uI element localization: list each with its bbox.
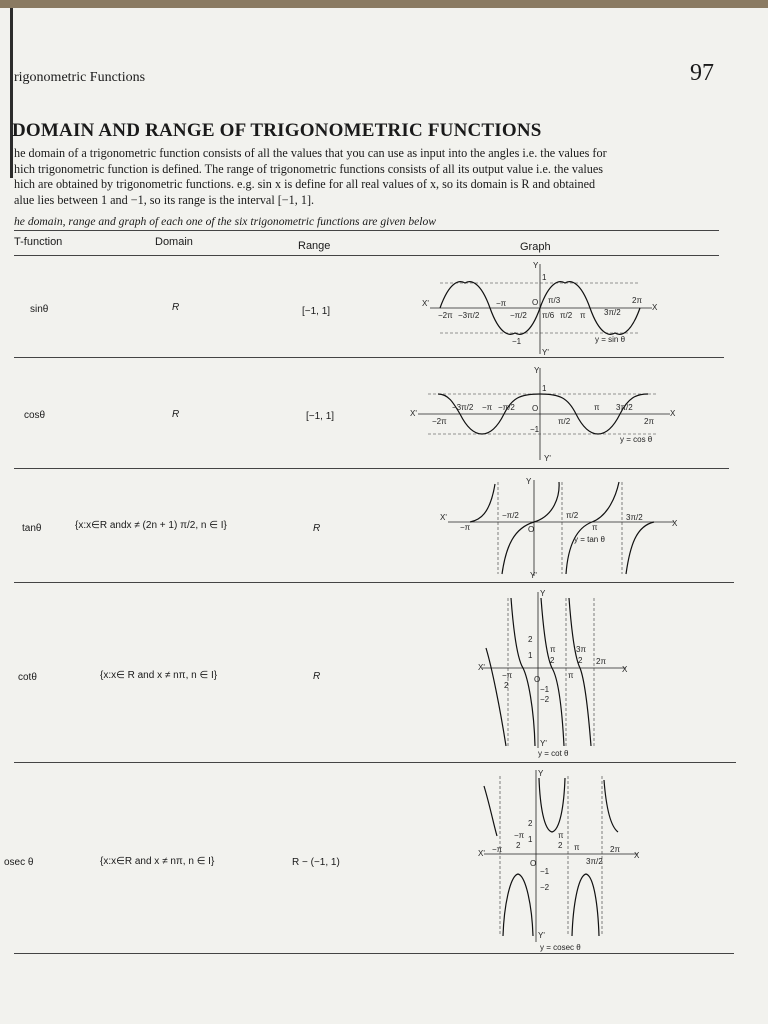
header-domain: Domain: [155, 236, 193, 248]
function-name: osec θ: [4, 857, 34, 868]
range-value: R: [313, 523, 321, 534]
paragraph-line: hich trigonometric function is defined. The range of trigonometric functions consists of all its output value i.e. the values: [14, 161, 604, 176]
domain-value: {x:x∈ R and x ≠ nπ, n ∈ I}: [100, 670, 218, 681]
row-divider: [14, 582, 734, 583]
asymptotes: [500, 776, 602, 936]
header-range: Range: [298, 240, 331, 252]
cosecant-graph: [478, 766, 648, 952]
paragraph-line: he domain of a trigonometric function consists of all the values that you can use as input into the angles i.e. the values for: [14, 146, 607, 160]
range-value: [−1, 1]: [302, 306, 331, 317]
tick-label: −3π/2: [458, 311, 480, 320]
function-name: tanθ: [22, 523, 42, 534]
label-minus-one: −1: [530, 425, 540, 434]
tick-label: 1: [528, 651, 533, 660]
origin-label: O: [528, 525, 535, 534]
equation-label: y = cot θ: [538, 749, 569, 758]
tick-label: π: [594, 403, 600, 412]
tick-label: −2: [540, 883, 550, 892]
tick-label: −π: [460, 523, 471, 532]
x-label: X: [634, 851, 640, 860]
y-label: Y: [534, 366, 540, 375]
domain-value: {x:x∈R and x ≠ nπ, n ∈ I}: [100, 856, 215, 867]
tick-label: 2π: [644, 417, 654, 426]
cosine-graph: [408, 364, 678, 464]
y-prime-label: Y': [544, 454, 551, 463]
cotangent-graph: [478, 588, 638, 760]
x-prime-label: X': [478, 849, 485, 858]
tick-label: 2: [550, 656, 555, 665]
section-title: DOMAIN AND RANGE OF TRIGONOMETRIC FUNCTIONS: [12, 120, 542, 141]
tick-label: 1: [528, 835, 533, 844]
tick-label: −π/2: [510, 311, 527, 320]
equation-label: y = cosec θ: [540, 943, 581, 952]
equation-label: y = sin θ: [595, 335, 626, 344]
tick-label: 3π: [576, 645, 586, 654]
running-head: rigonometric Functions: [14, 70, 146, 85]
tick-label: 2: [558, 841, 563, 850]
y-prime-label: Y': [530, 571, 537, 580]
equation-label: y = tan θ: [574, 535, 605, 544]
row-divider: [14, 953, 734, 954]
y-label: Y: [526, 477, 532, 486]
y-prime-label: Y': [542, 348, 549, 357]
tick-label: π/2: [566, 511, 579, 520]
function-name: cotθ: [18, 672, 37, 683]
tick-label: −π: [492, 845, 503, 854]
tick-label: −3π/2: [452, 403, 474, 412]
table-intro: he domain, range and graph of each one of the six trigonometric functions are given below: [14, 215, 437, 228]
table-rule-top: [14, 230, 719, 231]
tick-label: −1: [540, 867, 550, 876]
page-number: 97: [690, 60, 714, 86]
y-prime-label: Y': [538, 931, 545, 940]
tick-label: −2π: [438, 311, 453, 320]
table-rule-header: [14, 255, 719, 256]
tick-label: −2: [540, 695, 550, 704]
paragraph-line: hich are obtained by trigonometric functions. e.g. sin x is define for all real values of x, so its domain is R and obtained: [14, 177, 596, 191]
x-label: X: [652, 303, 658, 312]
domain-value: {x:x∈R andx ≠ (2n + 1) π/2, n ∈ I}: [75, 520, 227, 531]
tick-label: π: [592, 523, 598, 532]
label-one: 1: [542, 273, 547, 282]
domain-value: R: [172, 302, 180, 313]
function-name: cosθ: [24, 410, 46, 421]
tick-label: 3π/2: [626, 513, 643, 522]
tick-label: 2: [528, 819, 533, 828]
row-divider: [14, 762, 736, 763]
x-prime-label: X': [478, 663, 485, 672]
tick-label: 2: [578, 656, 583, 665]
origin-label: O: [530, 859, 537, 868]
range-value: [−1, 1]: [306, 411, 335, 422]
tick-label: π: [580, 311, 586, 320]
tick-label: −1: [540, 685, 550, 694]
tick-label: −π: [502, 671, 513, 680]
tick-label: 2: [504, 681, 509, 690]
tick-label: −π: [496, 299, 507, 308]
tick-label: π: [574, 843, 580, 852]
y-prime-label: Y': [540, 739, 547, 748]
tick-label: π/2: [560, 311, 573, 320]
tick-label: 2π: [632, 296, 642, 305]
header-t-function: T-function: [14, 236, 63, 248]
tick-label: 3π/2: [586, 857, 603, 866]
tick-label: 2: [516, 841, 521, 850]
domain-value: R: [172, 409, 180, 420]
header-graph: Graph: [520, 241, 551, 253]
tick-label: π/2: [558, 417, 571, 426]
tick-label: 3π/2: [604, 308, 621, 317]
x-prime-label: X': [410, 409, 417, 418]
tick-label: π: [568, 671, 574, 680]
tick-label: π/6: [542, 311, 555, 320]
tick-label: 2: [528, 635, 533, 644]
function-name: sinθ: [30, 304, 49, 315]
label-one: 1: [542, 384, 547, 393]
x-prime-label: X': [440, 513, 447, 522]
binding-shadow: [10, 8, 13, 178]
tick-label: −π: [482, 403, 493, 412]
range-value: R: [313, 671, 321, 682]
tick-label: 2π: [596, 657, 606, 666]
intro-paragraph: [14, 146, 724, 208]
tick-label: −π/2: [498, 403, 515, 412]
tangent-graph: [440, 476, 680, 580]
tick-label: 3π/2: [616, 403, 633, 412]
paragraph-line: alue lies between 1 and −1, so its range is the interval [−1, 1].: [14, 192, 315, 207]
y-label: Y: [533, 261, 539, 270]
tick-label: −2π: [432, 417, 447, 426]
origin-label: O: [532, 298, 539, 307]
origin-label: O: [534, 675, 541, 684]
y-label: Y: [540, 589, 546, 598]
sine-graph: [420, 258, 660, 358]
asymptotes: [498, 482, 622, 574]
x-label: X: [622, 665, 628, 674]
tick-label: π/3: [548, 296, 561, 305]
equation-label: y = cos θ: [620, 435, 653, 444]
x-label: X: [670, 409, 676, 418]
y-label: Y: [538, 769, 544, 778]
tick-label: −π: [514, 831, 525, 840]
x-prime-label: X': [422, 299, 429, 308]
row-divider: [14, 468, 729, 469]
tick-label: π: [558, 831, 564, 840]
origin-label: O: [532, 404, 539, 413]
range-value: R − (−1, 1): [292, 857, 340, 868]
tick-label: −π/2: [502, 511, 519, 520]
x-label: X: [672, 519, 678, 528]
label-minus-one: −1: [512, 337, 522, 346]
tick-label: π: [550, 645, 556, 654]
tick-label: 2π: [610, 845, 620, 854]
